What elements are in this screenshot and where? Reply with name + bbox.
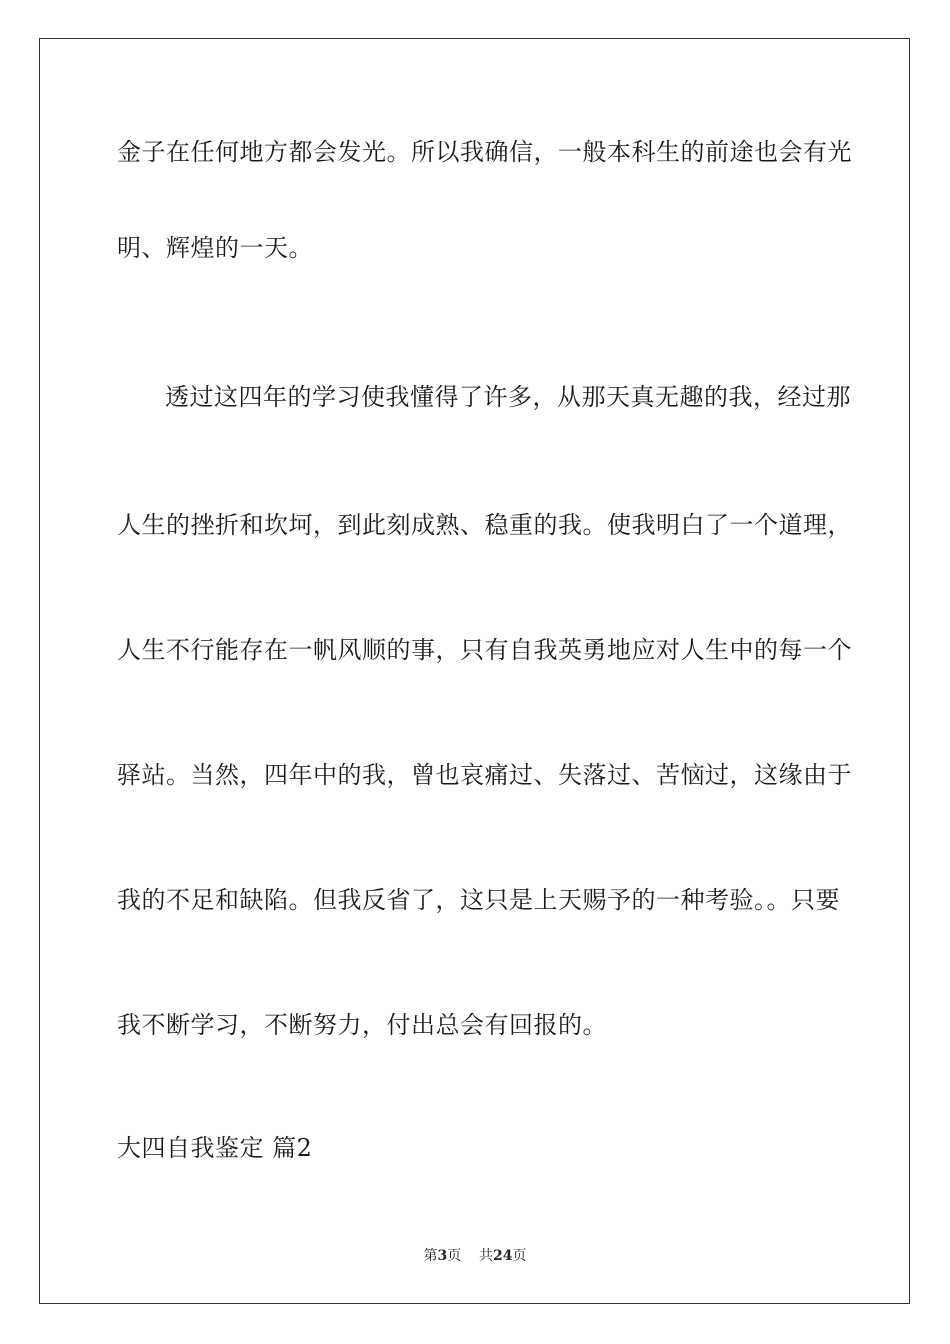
total-prefix: 共 xyxy=(479,1248,494,1264)
text-line: 驿站。当然，四年中的我，曾也哀痛过、失落过、苦恼过，这缘由于 xyxy=(117,761,852,789)
page-suffix: 页 xyxy=(447,1248,462,1264)
section-heading: 大四自我鉴定 篇2 xyxy=(117,1134,313,1162)
text-line: 金子在任何地方都会发光。所以我确信，一般本科生的前途也会有光 xyxy=(117,138,852,166)
page-footer xyxy=(0,1246,950,1266)
text-line: 人生的挫折和坎坷，到此刻成熟、稳重的我。使我明白了一个道理， xyxy=(117,511,852,539)
text-line: 我不断学习，不断努力，付出总会有回报的。 xyxy=(117,1011,607,1039)
total-suffix: 页 xyxy=(512,1248,527,1264)
paragraph-first-line: 透过这四年的学习使我懂得了许多，从那天真无趣的我，经过那 xyxy=(165,383,851,411)
text-line: 我的不足和缺陷。但我反省了，这只是上天赐予的一种考验。。只要 xyxy=(117,886,840,914)
page-frame xyxy=(39,38,910,1304)
text-line: 人生不行能存在一帆风顺的事，只有自我英勇地应对人生中的每一个 xyxy=(117,636,852,664)
page-prefix: 第 xyxy=(423,1248,438,1264)
page-number: 3 xyxy=(437,1248,448,1264)
total-pages: 24 xyxy=(493,1248,513,1264)
text-line: 明、辉煌的一天。 xyxy=(117,234,313,262)
